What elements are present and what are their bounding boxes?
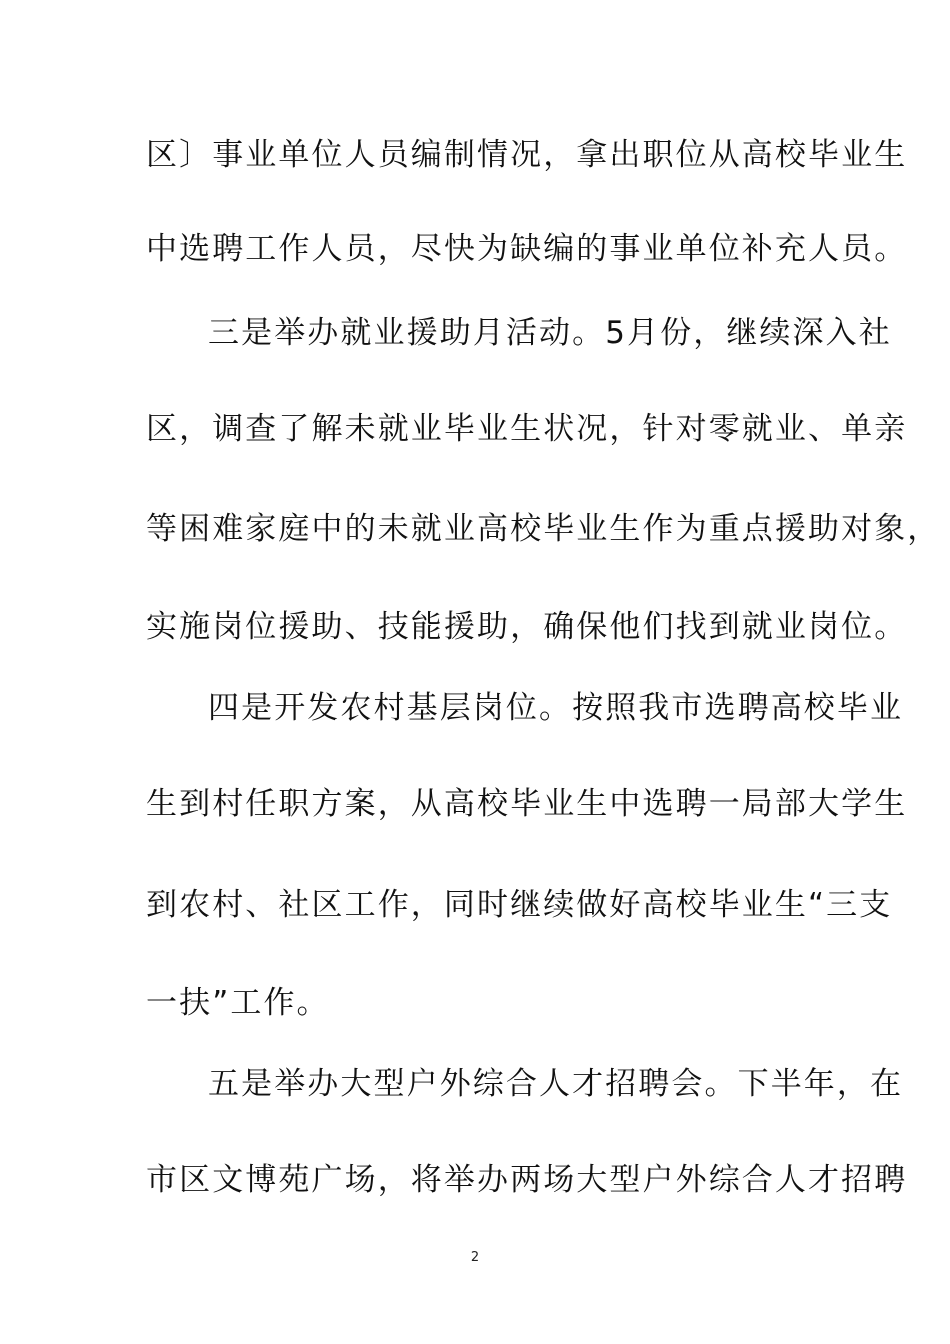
text-line-10: 一扶”工作。 — [146, 985, 330, 1021]
text-line-1: 区〕事业单位人员编制情况，拿出职位从高校毕业生 — [146, 137, 908, 173]
text-line-8: 生到村任职方案，从高校毕业生中选聘一局部大学生 — [146, 786, 908, 822]
text-line-4: 区，调查了解未就业毕业生状况，针对零就业、单亲 — [146, 411, 908, 447]
text-line-6: 实施岗位援助、技能援助，确保他们找到就业岗位。 — [146, 609, 908, 645]
text-line-9: 到农村、社区工作，同时继续做好高校毕业生“三支 — [146, 887, 893, 923]
text-line-12: 市区文博苑广场，将举办两场大型户外综合人才招聘 — [146, 1162, 908, 1198]
text-line-2: 中选聘工作人员，尽快为缺编的事业单位补充人员。 — [146, 231, 908, 267]
paragraph-5-start: 五是举办大型户外综合人才招聘会。下半年，在 — [208, 1066, 904, 1102]
paragraph-3-start: 三是举办就业援助月活动。5月份，继续深入社 — [208, 315, 892, 351]
page-number: 2 — [470, 1250, 480, 1265]
paragraph-4-start: 四是开发农村基层岗位。按照我市选聘高校毕业 — [208, 690, 904, 726]
text-line-5: 等困难家庭中的未就业高校毕业生作为重点援助对象， — [146, 511, 941, 547]
